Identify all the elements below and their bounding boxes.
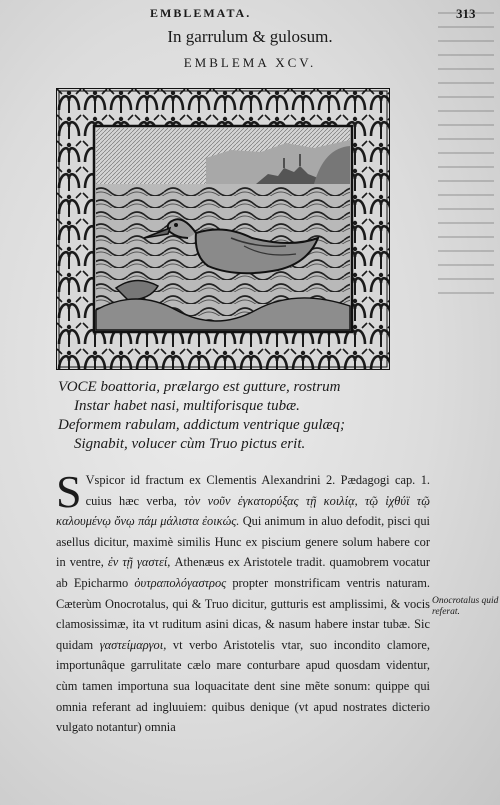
commentary-segment: propter monstrificam ventris naturam. Cæterùm Onocrotalus, qui & Truo dicitur, gutturis est amplissimi, & vocis clamosissimæ, ita vt ruditum asini dicas, & nasum habere instar tubæ. Sic quidam <box>56 575 430 652</box>
greek-quotation: γαστείμαργοι, <box>99 637 167 652</box>
verse-line: VOCE boattoria, prælargo est gutture, rostrum <box>58 379 341 395</box>
page-number: 313 <box>456 6 476 21</box>
commentary-segment: Qui animum in aluo defodit, pisci qui asellus dicitur, maximè similis Hunc ex piscium genere solum habere cor in ventre, <box>56 514 430 570</box>
running-head: EMBLEMATA. <box>150 6 252 20</box>
emblem-title: In garrulum & gulosum. <box>167 27 333 46</box>
marginal-note: Onocrotalus quid referat. <box>432 596 499 617</box>
verse-line: Deformem rabulam, addictum ventrique gulæq; <box>58 417 346 433</box>
commentary-text <box>56 466 430 738</box>
verse-line: Signabit, volucer cùm Truo pictus erit. <box>74 436 306 452</box>
greek-quotation: ὀυτραπολόγαστρος <box>134 575 227 590</box>
greek-quotation: τὸν νοῦν ἐγκατορύξας τῇ κοιλίᾳ, τῷ ἰχθύϊ τῷ καλουμένῳ ὄνῳ πάμ μάλιστα ἐοικώς. <box>56 493 430 529</box>
facing-page-bleed-through <box>428 0 500 330</box>
emblem-woodcut <box>56 88 390 370</box>
verse-line: Instar habet nasi, multiforisque tubæ. <box>74 398 300 414</box>
woodcut-illustration <box>56 88 390 370</box>
emblem-verses <box>58 378 398 454</box>
greek-quotation: ἐν τῇ γαστεί, <box>107 555 171 570</box>
emblem-number: EMBLEMA XCV. <box>183 55 317 70</box>
commentary-segment: vt verbo Aristotelis vtar, suo incondito clamore, importunâque garrulitate cælo mare conturbare apud quosdam videntur, cùm tamen importuna sua loquacitate dent sine mẽte sonum: quippe qui omnia referant ad ingluuiem: quibus denique (vt apud nostrates dicterio vulgato notantur) omnia <box>56 637 430 735</box>
commentary-segment: Athenæus ex Aristotele tradit. quamobrem vocatur ab Epicharmo <box>56 555 430 590</box>
commentary-segment: Vspicor id fractum ex Clementis Alexandrini 2. Pædagogi cap. 1. cuius hæc verba, <box>85 473 430 508</box>
drop-cap: S <box>56 466 82 517</box>
